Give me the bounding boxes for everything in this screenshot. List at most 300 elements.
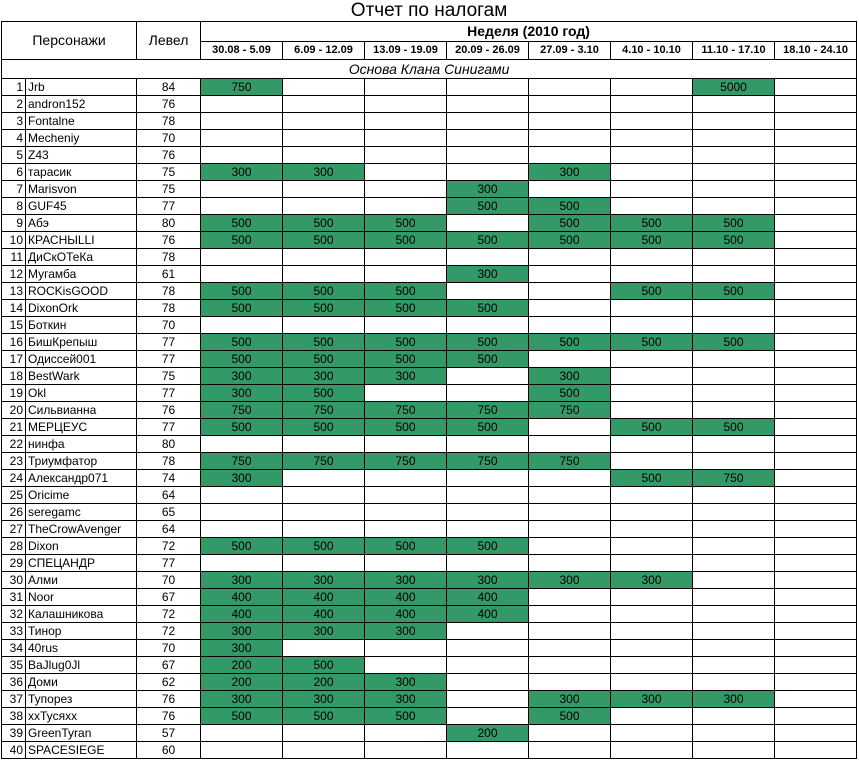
- tax-cell: [283, 742, 365, 759]
- row-number: 11: [2, 249, 26, 266]
- tax-cell: [283, 113, 365, 130]
- tax-cell: 500: [529, 385, 611, 402]
- tax-cell: 500: [693, 232, 775, 249]
- tax-cell: [775, 385, 857, 402]
- tax-cell: [611, 436, 693, 453]
- table-row: [2, 164, 857, 181]
- tax-cell: [693, 402, 775, 419]
- tax-cell: 500: [283, 232, 365, 249]
- tax-cell: 500: [611, 470, 693, 487]
- row-number: 20: [2, 402, 26, 419]
- tax-cell: [611, 147, 693, 164]
- tax-cell: 500: [365, 300, 447, 317]
- table-row: [2, 317, 857, 334]
- tax-cell: 300: [283, 691, 365, 708]
- tax-cell: [775, 402, 857, 419]
- character-name: Доми: [26, 674, 137, 691]
- character-level: 75: [137, 368, 201, 385]
- row-number: 36: [2, 674, 26, 691]
- row-number: 26: [2, 504, 26, 521]
- character-name: 40rus: [26, 640, 137, 657]
- tax-cell: [529, 640, 611, 657]
- character-level: 67: [137, 589, 201, 606]
- tax-cell: 750: [529, 453, 611, 470]
- row-number: 22: [2, 436, 26, 453]
- tax-cell: 200: [283, 674, 365, 691]
- character-level: 75: [137, 164, 201, 181]
- tax-cell: 500: [201, 215, 283, 232]
- tax-cell: 500: [529, 198, 611, 215]
- week-date-header: 13.09 - 19.09: [365, 42, 447, 60]
- tax-cell: [693, 113, 775, 130]
- tax-cell: [611, 181, 693, 198]
- tax-cell: [365, 487, 447, 504]
- character-name: GUF45: [26, 198, 137, 215]
- tax-cell: [693, 164, 775, 181]
- character-level: 75: [137, 181, 201, 198]
- tax-cell: [693, 487, 775, 504]
- row-number: 15: [2, 317, 26, 334]
- tax-cell: 500: [283, 334, 365, 351]
- character-level: 70: [137, 317, 201, 334]
- tax-cell: 500: [283, 283, 365, 300]
- tax-cell: 500: [447, 419, 529, 436]
- tax-cell: 500: [283, 657, 365, 674]
- tax-cell: 300: [201, 691, 283, 708]
- character-level: 80: [137, 436, 201, 453]
- tax-cell: [447, 708, 529, 725]
- tax-cell: [529, 113, 611, 130]
- tax-cell: 400: [365, 589, 447, 606]
- tax-cell: [447, 436, 529, 453]
- tax-cell: [283, 198, 365, 215]
- tax-cell: [529, 504, 611, 521]
- tax-cell: [529, 470, 611, 487]
- table-row: [2, 674, 857, 691]
- tax-cell: [529, 96, 611, 113]
- tax-cell: [693, 674, 775, 691]
- tax-cell: 300: [365, 368, 447, 385]
- tax-cell: [447, 147, 529, 164]
- character-level: 61: [137, 266, 201, 283]
- tax-cell: [529, 300, 611, 317]
- tax-cell: 500: [447, 334, 529, 351]
- tax-cell: [447, 249, 529, 266]
- tax-cell: 500: [611, 215, 693, 232]
- tax-cell: [365, 742, 447, 759]
- table-row: [2, 606, 857, 623]
- tax-cell: [529, 351, 611, 368]
- row-number: 7: [2, 181, 26, 198]
- row-number: 19: [2, 385, 26, 402]
- tax-cell: [447, 368, 529, 385]
- tax-cell: [201, 725, 283, 742]
- tax-cell: [529, 589, 611, 606]
- tax-cell: [693, 504, 775, 521]
- tax-cell: [611, 96, 693, 113]
- tax-cell: [365, 657, 447, 674]
- character-level: 76: [137, 232, 201, 249]
- tax-cell: [693, 606, 775, 623]
- tax-cell: [365, 164, 447, 181]
- tax-cell: [775, 691, 857, 708]
- tax-cell: [693, 96, 775, 113]
- tax-cell: [775, 708, 857, 725]
- tax-cell: [775, 368, 857, 385]
- tax-cell: [529, 317, 611, 334]
- character-level: 78: [137, 300, 201, 317]
- tax-cell: 500: [529, 232, 611, 249]
- tax-cell: 300: [201, 164, 283, 181]
- tax-cell: [529, 742, 611, 759]
- character-level: 80: [137, 215, 201, 232]
- row-number: 12: [2, 266, 26, 283]
- character-level: 84: [137, 79, 201, 96]
- tax-cell: [611, 249, 693, 266]
- tax-cell: [611, 266, 693, 283]
- character-level: 77: [137, 351, 201, 368]
- tax-cell: [693, 317, 775, 334]
- tax-cell: [775, 470, 857, 487]
- tax-cell: 500: [693, 419, 775, 436]
- tax-cell: [447, 113, 529, 130]
- row-number: 9: [2, 215, 26, 232]
- tax-cell: 500: [365, 708, 447, 725]
- row-number: 5: [2, 147, 26, 164]
- tax-cell: 500: [693, 334, 775, 351]
- tax-cell: [775, 521, 857, 538]
- row-number: 16: [2, 334, 26, 351]
- tax-cell: [775, 351, 857, 368]
- table-row: [2, 742, 857, 759]
- tax-cell: 500: [283, 419, 365, 436]
- tax-cell: 750: [201, 79, 283, 96]
- character-name: БишКрепыш: [26, 334, 137, 351]
- tax-cell: 500: [283, 300, 365, 317]
- tax-cell: [365, 317, 447, 334]
- tax-cell: [201, 742, 283, 759]
- tax-cell: 400: [447, 606, 529, 623]
- tax-cell: [693, 436, 775, 453]
- tax-cell: 300: [201, 640, 283, 657]
- tax-cell: 5000: [693, 79, 775, 96]
- tax-cell: 300: [529, 572, 611, 589]
- tax-cell: [365, 470, 447, 487]
- tax-cell: [775, 198, 857, 215]
- level-header: Левел: [137, 22, 201, 60]
- tax-cell: 400: [283, 606, 365, 623]
- tax-cell: [201, 96, 283, 113]
- row-number: 1: [2, 79, 26, 96]
- tax-cell: [611, 708, 693, 725]
- tax-cell: [611, 300, 693, 317]
- tax-cell: 750: [283, 402, 365, 419]
- tax-cell: [775, 96, 857, 113]
- tax-cell: 300: [611, 572, 693, 589]
- tax-cell: 750: [283, 453, 365, 470]
- tax-cell: 300: [283, 368, 365, 385]
- tax-cell: [529, 623, 611, 640]
- table-row: [2, 300, 857, 317]
- tax-cell: [775, 317, 857, 334]
- tax-cell: 300: [283, 164, 365, 181]
- tax-cell: [775, 487, 857, 504]
- tax-cell: 300: [201, 385, 283, 402]
- tax-cell: 500: [447, 198, 529, 215]
- tax-cell: 300: [693, 691, 775, 708]
- tax-cell: 500: [447, 232, 529, 249]
- tax-cell: [283, 181, 365, 198]
- table-row: [2, 487, 857, 504]
- tax-cell: [447, 79, 529, 96]
- tax-cell: [775, 419, 857, 436]
- table-row: [2, 589, 857, 606]
- tax-cell: 500: [447, 351, 529, 368]
- tax-cell: [611, 606, 693, 623]
- table-row: [2, 419, 857, 436]
- tax-cell: [201, 198, 283, 215]
- character-level: 77: [137, 555, 201, 572]
- row-number: 4: [2, 130, 26, 147]
- tax-cell: [693, 572, 775, 589]
- tax-cell: [611, 164, 693, 181]
- tax-cell: 750: [447, 453, 529, 470]
- tax-cell: [693, 589, 775, 606]
- tax-cell: [611, 725, 693, 742]
- tax-cell: [693, 147, 775, 164]
- character-level: 77: [137, 334, 201, 351]
- tax-cell: 500: [365, 538, 447, 555]
- tax-cell: [447, 623, 529, 640]
- tax-cell: [201, 487, 283, 504]
- tax-cell: [447, 215, 529, 232]
- character-name: Абэ: [26, 215, 137, 232]
- table-row: [2, 113, 857, 130]
- tax-cell: [775, 334, 857, 351]
- tax-cell: [775, 589, 857, 606]
- row-number: 18: [2, 368, 26, 385]
- tax-cell: [365, 385, 447, 402]
- tax-cell: [529, 249, 611, 266]
- table-row: [2, 181, 857, 198]
- tax-cell: 300: [529, 368, 611, 385]
- tax-cell: [201, 130, 283, 147]
- character-name: Сильвианна: [26, 402, 137, 419]
- table-row: [2, 385, 857, 402]
- tax-cell: [529, 725, 611, 742]
- tax-cell: [775, 181, 857, 198]
- tax-cell: [775, 538, 857, 555]
- table-row: [2, 453, 857, 470]
- tax-cell: [365, 130, 447, 147]
- tax-cell: [775, 266, 857, 283]
- week-date-header: 30.08 - 5.09: [201, 42, 283, 60]
- tax-cell: 300: [365, 674, 447, 691]
- row-number: 35: [2, 657, 26, 674]
- character-level: 67: [137, 657, 201, 674]
- character-name: Okl: [26, 385, 137, 402]
- tax-cell: 500: [611, 232, 693, 249]
- character-level: 76: [137, 147, 201, 164]
- tax-cell: [529, 436, 611, 453]
- tax-cell: [611, 79, 693, 96]
- tax-cell: [365, 249, 447, 266]
- tax-cell: 300: [529, 691, 611, 708]
- tax-cell: 400: [201, 589, 283, 606]
- tax-cell: 400: [365, 606, 447, 623]
- tax-cell: 500: [447, 538, 529, 555]
- row-number: 2: [2, 96, 26, 113]
- character-level: 77: [137, 198, 201, 215]
- row-number: 17: [2, 351, 26, 368]
- table-row: [2, 283, 857, 300]
- character-level: 57: [137, 725, 201, 742]
- tax-cell: [693, 385, 775, 402]
- row-number: 14: [2, 300, 26, 317]
- character-name: Noor: [26, 589, 137, 606]
- character-name: Dixon: [26, 538, 137, 555]
- tax-cell: [447, 283, 529, 300]
- row-number: 38: [2, 708, 26, 725]
- tax-cell: [365, 198, 447, 215]
- tax-cell: 500: [201, 351, 283, 368]
- tax-cell: 500: [447, 300, 529, 317]
- table-row: [2, 249, 857, 266]
- tax-cell: 300: [201, 623, 283, 640]
- tax-cell: [775, 249, 857, 266]
- character-level: 62: [137, 674, 201, 691]
- tax-cell: [775, 130, 857, 147]
- tax-cell: [201, 181, 283, 198]
- character-name: TheCrowAvenger: [26, 521, 137, 538]
- tax-cell: [775, 283, 857, 300]
- tax-cell: [365, 436, 447, 453]
- tax-cell: 200: [447, 725, 529, 742]
- character-name: Тинор: [26, 623, 137, 640]
- character-level: 77: [137, 419, 201, 436]
- tax-cell: [529, 130, 611, 147]
- table-row: [2, 215, 857, 232]
- character-level: 64: [137, 487, 201, 504]
- tax-cell: 500: [283, 708, 365, 725]
- row-number: 40: [2, 742, 26, 759]
- tax-cell: [529, 283, 611, 300]
- tax-cell: [775, 742, 857, 759]
- tax-cell: 500: [611, 334, 693, 351]
- tax-cell: [529, 266, 611, 283]
- character-name: Fontalne: [26, 113, 137, 130]
- tax-cell: [447, 674, 529, 691]
- row-number: 8: [2, 198, 26, 215]
- tax-cell: [693, 181, 775, 198]
- tax-cell: [775, 436, 857, 453]
- character-level: 72: [137, 538, 201, 555]
- row-number: 39: [2, 725, 26, 742]
- tax-cell: [529, 606, 611, 623]
- tax-cell: [529, 147, 611, 164]
- character-name: SPACESIEGE: [26, 742, 137, 759]
- row-number: 25: [2, 487, 26, 504]
- tax-cell: [365, 147, 447, 164]
- character-level: 76: [137, 96, 201, 113]
- tax-cell: [611, 623, 693, 640]
- character-name: ДиСкОТеКа: [26, 249, 137, 266]
- tax-cell: [693, 130, 775, 147]
- week-date-header: 27.09 - 3.10: [529, 42, 611, 60]
- tax-cell: [447, 640, 529, 657]
- tax-cell: [365, 266, 447, 283]
- tax-cell: 300: [201, 572, 283, 589]
- character-name: Александр071: [26, 470, 137, 487]
- tax-cell: [693, 538, 775, 555]
- tax-cell: [201, 504, 283, 521]
- tax-report-table: [1, 0, 857, 759]
- tax-cell: 500: [201, 708, 283, 725]
- table-row: [2, 402, 857, 419]
- tax-cell: 500: [365, 351, 447, 368]
- table-row: [2, 521, 857, 538]
- tax-cell: 750: [365, 402, 447, 419]
- tax-cell: [283, 487, 365, 504]
- tax-cell: [201, 436, 283, 453]
- tax-cell: [611, 555, 693, 572]
- tax-cell: [775, 606, 857, 623]
- character-name: ROCKisGOOD: [26, 283, 137, 300]
- character-name: Z43: [26, 147, 137, 164]
- tax-cell: [775, 504, 857, 521]
- tax-cell: 200: [201, 674, 283, 691]
- week-date-header: 20.09 - 26.09: [447, 42, 529, 60]
- tax-cell: [693, 742, 775, 759]
- tax-cell: [283, 147, 365, 164]
- character-level: 78: [137, 249, 201, 266]
- table-row: [2, 725, 857, 742]
- tax-cell: [365, 725, 447, 742]
- tax-cell: 750: [529, 402, 611, 419]
- tax-cell: 500: [365, 334, 447, 351]
- tax-cell: [447, 742, 529, 759]
- tax-cell: 500: [365, 283, 447, 300]
- character-name: КРАСНЫLLI: [26, 232, 137, 249]
- tax-cell: [447, 96, 529, 113]
- character-level: 64: [137, 521, 201, 538]
- table-row: [2, 657, 857, 674]
- tax-cell: [775, 674, 857, 691]
- tax-cell: 300: [447, 266, 529, 283]
- row-number: 21: [2, 419, 26, 436]
- tax-cell: [775, 572, 857, 589]
- tax-cell: 300: [529, 164, 611, 181]
- tax-cell: [529, 487, 611, 504]
- tax-cell: 500: [201, 300, 283, 317]
- row-number: 34: [2, 640, 26, 657]
- character-level: 60: [137, 742, 201, 759]
- tax-cell: [447, 385, 529, 402]
- report-title: Отчет по налогам: [2, 0, 857, 22]
- row-number: 28: [2, 538, 26, 555]
- tax-cell: 500: [283, 215, 365, 232]
- tax-cell: 200: [201, 657, 283, 674]
- character-level: 70: [137, 572, 201, 589]
- tax-cell: 500: [201, 419, 283, 436]
- tax-cell: [693, 555, 775, 572]
- tax-cell: [365, 555, 447, 572]
- character-name: andron152: [26, 96, 137, 113]
- table-row: [2, 198, 857, 215]
- table-row: [2, 470, 857, 487]
- tax-cell: [201, 317, 283, 334]
- tax-cell: [447, 691, 529, 708]
